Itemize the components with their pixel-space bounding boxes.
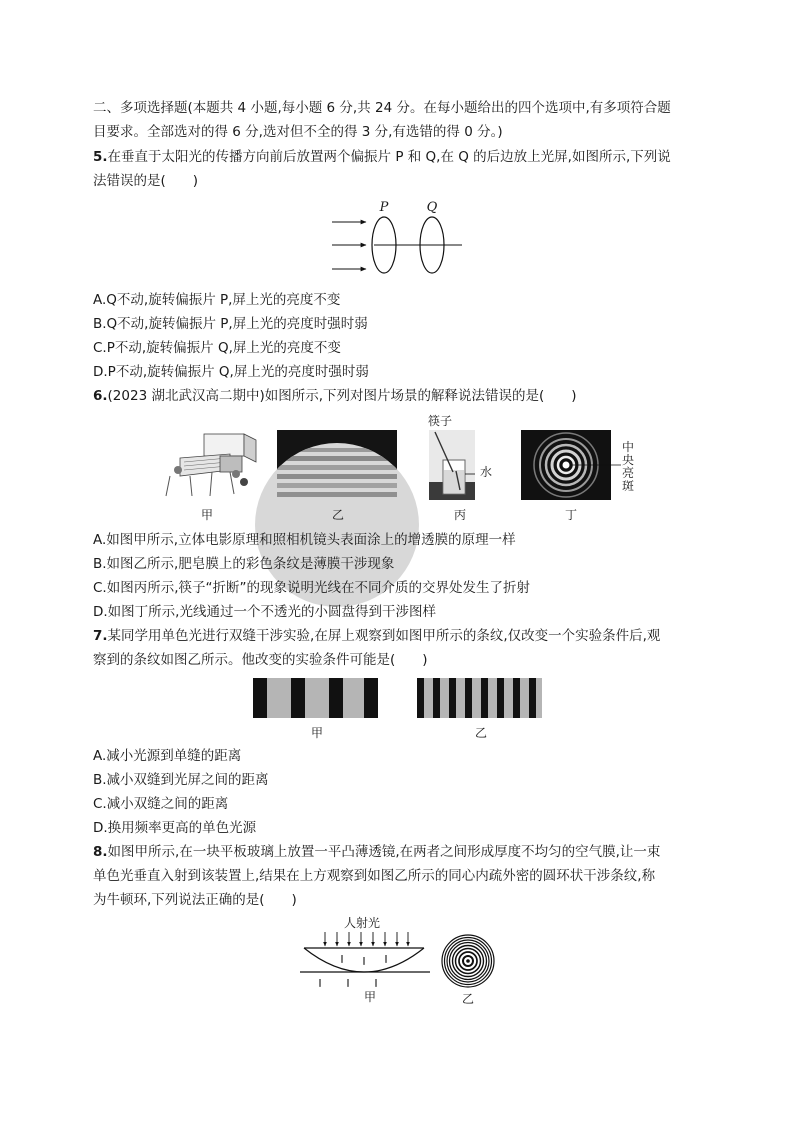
q5-stem-line1: 在垂直于太阳光的传播方向前后放置两个偏振片 P 和 Q,在 Q 的后边放上光屏,如图所示,下列说 [107,149,671,165]
label-chopsticks: 筷子 [427,414,452,428]
label-p: P [379,200,389,215]
figure-newton-rings [440,933,496,989]
caption-ding: 丁 [564,508,577,522]
label-center-char: 亮 [621,466,634,480]
svg-text:∥: ∥ [362,956,366,965]
caption-jia: 甲 [200,508,213,522]
label-incident-light: 人射光 [343,916,380,930]
q7-option-c: C.减小双缝之间的距离 [93,796,229,812]
section-header-line1: 二、多项选择题(本题共 4 小题,每小题 6 分,共 24 分。在每小题给出的四个选项中,有多项符合题 [93,100,671,116]
caption-yi: 乙 [331,508,344,522]
q7-number: 7. [93,628,108,644]
svg-text:∥: ∥ [318,978,322,987]
q6-option-d: D.如图丁所示,光线通过一个不透光的小圆盘得到干涉图样 [93,604,436,620]
q8-stem [93,843,660,861]
q5-option-d: D.P不动,旋转偏振片 Q,屏上光的亮度时强时弱 [93,364,369,380]
fringes-yi [417,678,542,718]
q6-option-b: B.如图乙所示,肥皂膜上的彩色条纹是薄膜干涉现象 [93,556,395,572]
q7-stem-line2: 察到的条纹如图乙所示。他改变的实验条件可能是( ) [93,652,428,668]
caption-fringes-jia: 甲 [310,726,323,740]
q5-option-b: B.Q不动,旋转偏振片 P,屏上光的亮度时强时弱 [93,316,368,332]
q5-stem [93,148,671,166]
fringes-jia [253,678,378,718]
figure-newton-ring-setup [300,932,430,992]
q6-number: 6. [93,388,108,404]
q5-option-c: C.P不动,旋转偏振片 Q,屏上光的亮度不变 [93,340,341,356]
q7-option-d: D.换用频率更高的单色光源 [93,820,257,836]
q8-stem-line2: 单色光垂直入射到该装置上,结果在上方观察到如图乙所示的同心内疏外密的圆环状干涉条纹,称 [93,868,656,884]
section-header-line2: 目要求。全部选对的得 6 分,选对但不全的得 3 分,有选错的得 0 分。) [93,124,503,140]
q8-number: 8. [93,844,108,860]
q7-stem [93,627,660,645]
q6-option-a: A.如图甲所示,立体电影原理和照相机镜头表面涂上的增透膜的原理一样 [93,532,516,548]
svg-text:∥: ∥ [384,954,388,963]
caption-rings-yi: 乙 [461,992,474,1006]
q5-number: 5. [93,149,108,165]
q7-option-b: B.减小双缝到光屏之间的距离 [93,772,269,788]
label-center-char: 斑 [621,479,634,493]
q5-stem-line2: 法错误的是( ) [93,173,199,189]
label-center-char: 中 [621,440,634,454]
caption-bing: 丙 [453,508,466,522]
caption-setup-jia: 甲 [363,990,376,1004]
figure-bing-chopsticks [429,430,475,500]
svg-text:∥: ∥ [374,978,378,987]
q6-stem-text: (2023 湖北武汉高二期中)如图所示,下列对图片场景的解释说法错误的是( ) [107,388,577,404]
caption-fringes-yi: 乙 [474,726,487,740]
q7-stem-line1: 某同学用单色光进行双缝干涉实验,在屏上观察到如图甲所示的条纹,仅改变一个实验条件后,观 [107,628,661,644]
figure-yi-soap-film [277,430,397,500]
q8-stem-line1: 如图甲所示,在一块平板玻璃上放置一平凸薄透镜,在两者之间形成厚度不均匀的空气膜,让一束 [107,844,661,860]
figure-jia-projector [160,432,270,500]
label-water: 水 [479,465,492,479]
label-q: Q [426,200,438,215]
svg-text:∥: ∥ [346,978,350,987]
q7-option-a: A.减小光源到单缝的距离 [93,748,242,764]
polarizer-figure [330,200,470,280]
label-center-char: 央 [621,453,634,467]
q6-stem [93,387,577,405]
svg-text:∥: ∥ [340,954,344,963]
q8-stem-line3: 为牛顿环,下列说法正确的是( ) [93,892,297,908]
q6-option-c: C.如图丙所示,筷子“折断”的现象说明光线在不同介质的交界处发生了折射 [93,580,530,596]
q5-option-a: A.Q不动,旋转偏振片 P,屏上光的亮度不变 [93,292,341,308]
